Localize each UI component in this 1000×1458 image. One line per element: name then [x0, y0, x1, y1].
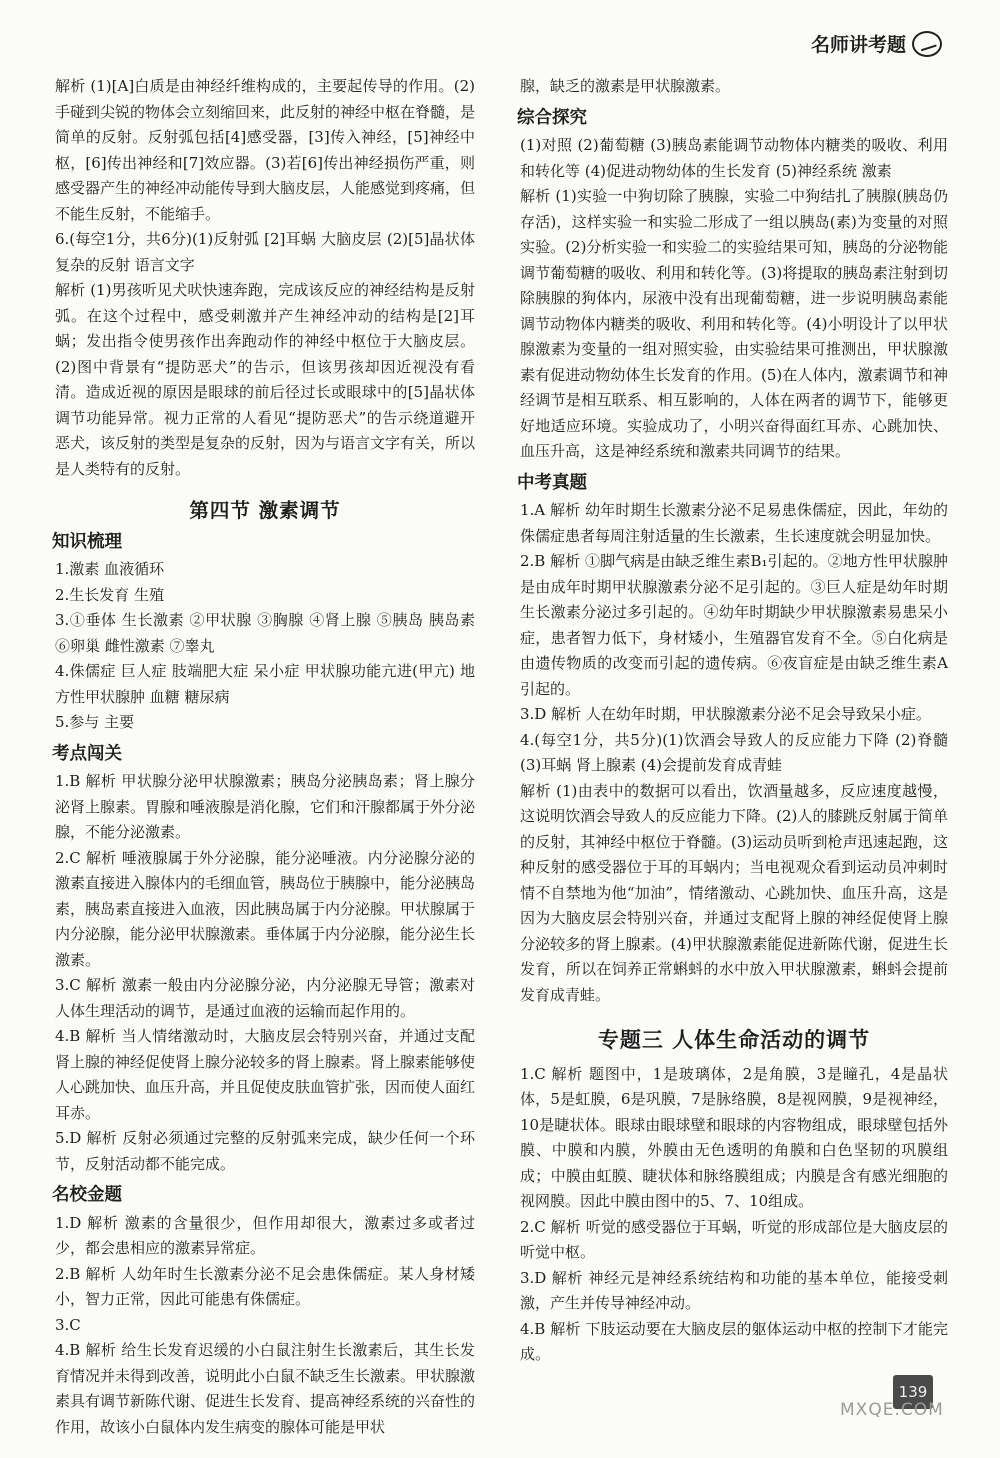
knowledge-item: 2.生长发育 生殖 — [55, 585, 165, 604]
brand-title: 名师讲考题 — [810, 34, 906, 56]
subheading: 考点闯关 — [52, 743, 122, 764]
answer-item: 4.B 解析 下肢运动要在大脑皮层的躯体运动中枢的控制下才能完成。 — [520, 1319, 948, 1363]
brand-logo-icon — [912, 31, 942, 57]
page-number: 139 — [893, 1375, 933, 1409]
knowledge-item: 3.①垂体 生长激素 ②甲状腺 ③胸腺 ④肾上腺 ⑤胰岛 胰岛素 ⑥卵巢 雌性激素 ⑦睾丸 — [55, 611, 475, 655]
answer-item: (1)对照 (2)葡萄糖 (3)胰岛素能调节动物体内糖类的吸收、利用和转化等 (4)促进动物幼体的生长发育 (5)神经系统 激素 — [520, 136, 948, 180]
answer-item: 3.D 解析 人在幼年时期，甲状腺激素分泌不足会导致呆小症。 — [520, 705, 931, 723]
analysis-paragraph: 解析 (1)实验一中狗切除了胰腺，实验二中狗结扎了胰腺(胰岛仍存活)，这样实验一和实验二形成了一组以胰岛(素)为变量的对照实验。(2)分析实验一和实验二的实验结果可知，胰岛的分泌物能调节葡萄糖的吸收、利用和转化等。(3)将提取的胰岛素注射到切除胰腺的狗体内，尿液中没有出现葡萄糖，进一步说明胰岛素能调节动物体内糖类的吸收、利用和转化等。(4)小明设计了以甲状腺激素为变量的一组对照实验，由实验结果可推测出，甲状腺激素有促进动物幼体生长发育的作用。(5)在人体内，激素调节和神经调节是相互联系、相互影响的，人体在两者的调节下，能够更好地适应环境。实验成功了，小明兴奋得面红耳赤、心跳加快、血压升高，这是神经系统和激素共同调节的结果。 — [520, 187, 948, 460]
answer-item: 2.C 解析 听觉的感受器位于耳蜗，听觉的形成部位是大脑皮层的听觉中枢。 — [520, 1217, 948, 1261]
right-column — [517, 74, 948, 1368]
watermark: MXQE.COM — [840, 1400, 944, 1420]
subheading: 名校金题 — [52, 1185, 122, 1205]
subheading: 中考真题 — [517, 472, 587, 493]
answer-item: 3.C — [55, 1315, 81, 1334]
subheading: 知识梳理 — [52, 531, 122, 552]
answer-item: 4.B 解析 当人情绪激动时，大脑皮层会特别兴奋，并通过支配肾上腺的神经促使肾上腺分泌较多的肾上腺素。肾上腺素能够使人心跳加快、血压升高，并且促使皮肤血管扩张，因而使人面红耳赤。 — [55, 1027, 476, 1122]
answer-item: 6.(每空1分，共6分)(1)反射弧 [2]耳蜗 大脑皮层 (2)[5]晶状体 复杂的反射 语言文字 — [55, 230, 475, 274]
knowledge-item: 4.侏儒症 巨人症 肢端肥大症 呆小症 甲状腺功能亢进(甲亢) 地方性甲状腺肿 血糖 糖尿病 — [55, 662, 475, 706]
special-topic-title: 专题三 人体生命活动的调节 — [597, 1028, 871, 1052]
answer-item: 1.B 解析 甲状腺分泌甲状腺激素；胰岛分泌胰岛素；肾上腺分泌肾上腺素。胃腺和唾液腺是消化腺，它们和汗腺都属于外分泌腺，不能分泌激素。 — [55, 772, 476, 841]
answer-item: 2.B 解析 ①脚气病是由缺乏维生素B₁引起的。②地方性甲状腺肿是由成年时期甲状腺激素分泌不足引起的。③巨人症是幼年时期生长激素分泌过多引起的。④幼年时期缺少甲状腺激素易患呆小症，患者智力低下，身材矮小，生殖器官发育不全。⑤白化病是由遗传物质的改变而引起的遗传病。⑥夜盲症是由缺乏维生素A引起的。 — [520, 552, 948, 698]
section-title: 第四节 激素调节 — [189, 499, 341, 522]
answer-item: 1.C 解析 题图中，1是玻璃体，2是角膜，3是瞳孔，4是晶状体，5是虹膜，6是巩膜，7是脉络膜，8是视网膜，9是视神经，10是睫状体。眼球由眼球壁和眼球的内容物组成，眼球壁包括外膜、中膜和内膜，外膜由无色透明的角膜和白色坚韧的巩膜组成；中膜由虹膜、睫状体和脉络膜组成；内膜是含有感光细胞的视网膜。因此中膜由图中的5、7、10组成。 — [520, 1064, 948, 1210]
knowledge-item: 1.激素 血液循环 — [55, 560, 165, 578]
analysis-paragraph: 解析 (1)男孩听见犬吠快速奔跑，完成该反应的神经结构是反射弧。在这个过程中，感受刺激并产生神经冲动的结构是[2]耳蜗；发出指令使男孩作出奔跑动作的神经中枢位于大脑皮层。(2)图中背景有“提防恶犬”的告示，但该男孩却因近视没有看清。造成近视的原因是眼球的前后径过长或眼球中的[5]晶状体调节功能异常。视力正常的人看见“提防恶犬”的告示绕道避开恶犬，该反射的类型是复杂的反射，因为与语言文字有关，所以是人类特有的反射。 — [55, 281, 476, 478]
answer-item: 3.D 解析 神经元是神经系统结构和功能的基本单位，能接受刺激，产生并传导神经冲动。 — [520, 1268, 948, 1312]
left-column — [52, 74, 476, 1440]
answer-item: 4.(每空1分，共5分)(1)饮酒会导致人的反应能力下降 (2)脊髓 (3)耳蜗 肾上腺素 (4)会提前发育成青蛙 — [520, 730, 948, 774]
continued-paragraph: 腺，缺乏的激素是甲状腺激素。 — [520, 77, 731, 95]
answer-item: 4.B 解析 给生长发育迟缓的小白鼠注射生长激素后，其生长发育情况并未得到改善，说明此小白鼠不缺乏生长激素。甲状腺激素具有调节新陈代谢、促进生长发育、提高神经系统的兴奋性的作用，故该小白鼠体内发生病变的腺体可能是甲状 — [55, 1341, 476, 1436]
answer-item: 1.D 解析 激素的含量很少，但作用却很大，激素过多或者过少，都会患相应的激素异常症。 — [55, 1213, 475, 1257]
answer-item: 5.D 解析 反射必须通过完整的反射弧来完成，缺少任何一个环节，反射活动都不能完成。 — [55, 1129, 475, 1173]
answer-item: 3.C 解析 激素一般由内分泌腺分泌，内分泌腺无导管；激素对人体生理活动的调节，是通过血液的运输而起作用的。 — [55, 976, 475, 1020]
analysis-paragraph: 解析 (1)由表中的数据可以看出，饮酒量越多，反应速度越慢，这说明饮酒会导致人的反应能力下降。(2)人的膝跳反射属于简单的反射，其神经中枢位于脊髓。(3)运动员听到枪声迅速起跑，这种反射的感受器位于耳的耳蜗内；当电视观众看到运动员冲刺时情不自禁地为他“加油”，情绪激动、心跳加快、血压升高，这是因为大脑皮层会特别兴奋，并通过支配肾上腺的神经促使肾上腺分泌较多的肾上腺素。(4)甲状腺激素能促进新陈代谢，促进生长发育，所以在饲养正常蝌蚪的水中放入甲状腺激素，蝌蚪会提前发育成青蛙。 — [520, 781, 948, 1004]
page-header — [811, 30, 942, 57]
answer-item: 2.C 解析 唾液腺属于外分泌腺，能分泌唾液。内分泌腺分泌的激素直接进入腺体内的毛细血管，胰岛位于胰腺中，能分泌胰岛素，胰岛素直接进入血液，因此胰岛属于内分泌腺。甲状腺属于内分泌腺，能分泌甲状腺激素。垂体属于内分泌腺，能分泌生长激素。 — [55, 848, 476, 969]
analysis-paragraph: 解析 (1)[A]白质是由神经纤维构成的，主要起传导的作用。(2)手碰到尖锐的物体会立刻缩回来，此反射的神经中枢在脊髓，是简单的反射。反射弧包括[4]感受器，[3]传入神经，[5]神经中枢，[6]传出神经和[7]效应器。(3)若[6]传出神经损伤严重，则感受器产生的神经冲动能传导到大脑皮层，人能感觉到疼痛，但不能生反射，不能缩手。 — [55, 77, 476, 223]
knowledge-item: 5.参与 主要 — [55, 713, 135, 731]
subheading: 综合探究 — [517, 107, 587, 128]
answer-item: 1.A 解析 幼年时期生长激素分泌不足易患侏儒症，因此，年幼的侏儒症患者每周注射适量的生长激素，生长速度就会明显加快。 — [520, 501, 948, 545]
answer-item: 2.B 解析 人幼年时生长激素分泌不足会患侏儒症。某人身材矮小，智力正常，因此可能患有侏儒症。 — [55, 1264, 475, 1308]
